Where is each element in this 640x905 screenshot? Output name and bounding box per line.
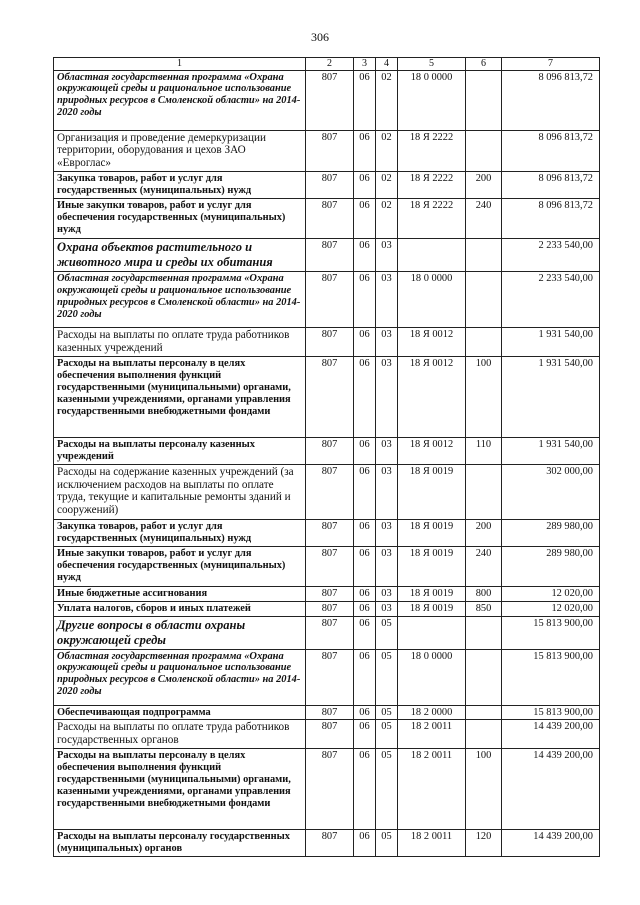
description-cell: Областная государственная программа «Охрана окружающей среды и рациональное использование природных ресурсов в Смоленской области» на 2014-2020 годы — [54, 649, 306, 705]
admin-code-cell: 807 — [306, 705, 354, 720]
target-article-cell: 18 Я 0019 — [398, 546, 466, 586]
target-article-cell: 18 Я 0012 — [398, 328, 466, 357]
description-cell: Организация и проведение демеркуризации территории, оборудования и цехов ЗАО «Евроглас» — [54, 130, 306, 172]
column-header: 4 — [376, 58, 398, 71]
admin-code-cell: 807 — [306, 519, 354, 546]
table-row — [54, 519, 600, 546]
subsection-cell: 05 — [376, 749, 398, 830]
amount-cell: 289 980,00 — [502, 546, 600, 586]
amount-cell: 1 931 540,00 — [502, 328, 600, 357]
description-cell: Охрана объектов растительного и животного мира и среды их обитания — [54, 239, 306, 272]
admin-code-cell: 807 — [306, 649, 354, 705]
section-cell: 06 — [354, 830, 376, 857]
description-cell: Расходы на выплаты персоналу в целях обеспечения выполнения функций государственными (муниципальными) органами, казенными учреждениями, органами управления государственными внебюджетными фондами — [54, 749, 306, 830]
section-cell: 06 — [354, 601, 376, 616]
subsection-cell: 03 — [376, 464, 398, 519]
amount-cell: 14 439 200,00 — [502, 830, 600, 857]
amount-cell: 8 096 813,72 — [502, 172, 600, 199]
target-article-cell: 18 Я 2222 — [398, 172, 466, 199]
subsection-cell: 03 — [376, 356, 398, 437]
expense-type-cell: 240 — [466, 546, 502, 586]
table-row — [54, 830, 600, 857]
budget-table — [53, 57, 600, 857]
amount-cell: 8 096 813,72 — [502, 199, 600, 239]
target-article-cell: 18 Я 0012 — [398, 437, 466, 464]
description-cell: Областная государственная программа «Охрана окружающей среды и рациональное использование природных ресурсов в Смоленской области» на 2014-2020 годы — [54, 70, 306, 130]
admin-code-cell: 807 — [306, 601, 354, 616]
amount-cell: 14 439 200,00 — [502, 749, 600, 830]
table-row — [54, 199, 600, 239]
section-cell: 06 — [354, 328, 376, 357]
amount-cell: 289 980,00 — [502, 519, 600, 546]
description-cell: Расходы на выплаты персоналу государственных (муниципальных) органов — [54, 830, 306, 857]
section-cell: 06 — [354, 546, 376, 586]
admin-code-cell: 807 — [306, 328, 354, 357]
description-cell: Расходы на выплаты персоналу казенных учреждений — [54, 437, 306, 464]
table-row — [54, 356, 600, 437]
target-article-cell: 18 2 0011 — [398, 720, 466, 749]
amount-cell: 302 000,00 — [502, 464, 600, 519]
expense-type-cell — [466, 130, 502, 172]
table-row — [54, 70, 600, 130]
target-article-cell: 18 Я 0019 — [398, 586, 466, 601]
expense-type-cell — [466, 464, 502, 519]
table-row — [54, 464, 600, 519]
table-row — [54, 616, 600, 649]
section-cell: 06 — [354, 239, 376, 272]
target-article-cell: 18 2 0000 — [398, 705, 466, 720]
subsection-cell: 03 — [376, 519, 398, 546]
expense-type-cell — [466, 70, 502, 130]
column-header: 7 — [502, 58, 600, 71]
amount-cell: 14 439 200,00 — [502, 720, 600, 749]
section-cell: 06 — [354, 464, 376, 519]
admin-code-cell: 807 — [306, 356, 354, 437]
expense-type-cell: 110 — [466, 437, 502, 464]
table-row — [54, 546, 600, 586]
subsection-cell: 02 — [376, 70, 398, 130]
target-article-cell: 18 Я 2222 — [398, 130, 466, 172]
admin-code-cell: 807 — [306, 546, 354, 586]
column-header: 2 — [306, 58, 354, 71]
description-cell: Иные закупки товаров, работ и услуг для обеспечения государственных (муниципальных) нужд — [54, 199, 306, 239]
table-row — [54, 649, 600, 705]
target-article-cell: 18 0 0000 — [398, 649, 466, 705]
section-cell: 06 — [354, 356, 376, 437]
description-cell: Иные закупки товаров, работ и услуг для обеспечения государственных (муниципальных) нужд — [54, 546, 306, 586]
subsection-cell: 05 — [376, 705, 398, 720]
target-article-cell: 18 Я 2222 — [398, 199, 466, 239]
description-cell: Расходы на выплаты по оплате труда работников казенных учреждений — [54, 328, 306, 357]
amount-cell: 12 020,00 — [502, 586, 600, 601]
table-row — [54, 172, 600, 199]
column-header: 1 — [54, 58, 306, 71]
expense-type-cell: 850 — [466, 601, 502, 616]
section-cell: 06 — [354, 586, 376, 601]
description-cell: Иные бюджетные ассигнования — [54, 586, 306, 601]
description-cell: Областная государственная программа «Охрана окружающей среды и рациональное использование природных ресурсов в Смоленской области» на 2014-2020 годы — [54, 272, 306, 328]
amount-cell: 1 931 540,00 — [502, 437, 600, 464]
subsection-cell: 03 — [376, 328, 398, 357]
target-article-cell — [398, 616, 466, 649]
amount-cell: 8 096 813,72 — [502, 130, 600, 172]
target-article-cell: 18 Я 0019 — [398, 519, 466, 546]
subsection-cell: 02 — [376, 130, 398, 172]
admin-code-cell: 807 — [306, 172, 354, 199]
description-cell: Расходы на выплаты персоналу в целях обеспечения выполнения функций государственными (муниципальными) органами, казенными учреждениями, органами управления государственными внебюджетными фондами — [54, 356, 306, 437]
table-row — [54, 586, 600, 601]
admin-code-cell: 807 — [306, 437, 354, 464]
section-cell: 06 — [354, 437, 376, 464]
target-article-cell: 18 2 0011 — [398, 830, 466, 857]
target-article-cell: 18 0 0000 — [398, 70, 466, 130]
expense-type-cell: 800 — [466, 586, 502, 601]
subsection-cell: 05 — [376, 720, 398, 749]
section-cell: 06 — [354, 199, 376, 239]
amount-cell: 15 813 900,00 — [502, 616, 600, 649]
subsection-cell: 02 — [376, 199, 398, 239]
section-cell: 06 — [354, 649, 376, 705]
section-cell: 06 — [354, 705, 376, 720]
expense-type-cell — [466, 616, 502, 649]
expense-type-cell: 120 — [466, 830, 502, 857]
admin-code-cell: 807 — [306, 272, 354, 328]
expense-type-cell: 200 — [466, 172, 502, 199]
amount-cell: 2 233 540,00 — [502, 272, 600, 328]
column-header: 5 — [398, 58, 466, 71]
subsection-cell: 05 — [376, 616, 398, 649]
subsection-cell: 03 — [376, 437, 398, 464]
expense-type-cell — [466, 705, 502, 720]
table-row — [54, 705, 600, 720]
target-article-cell: 18 Я 0012 — [398, 356, 466, 437]
expense-type-cell: 200 — [466, 519, 502, 546]
subsection-cell: 03 — [376, 601, 398, 616]
subsection-cell: 03 — [376, 239, 398, 272]
page-number: 306 — [311, 30, 329, 44]
expense-type-cell: 240 — [466, 199, 502, 239]
section-cell: 06 — [354, 70, 376, 130]
section-cell: 06 — [354, 519, 376, 546]
target-article-cell: 18 0 0000 — [398, 272, 466, 328]
section-cell: 06 — [354, 272, 376, 328]
admin-code-cell: 807 — [306, 720, 354, 749]
description-cell: Обеспечивающая подпрограмма — [54, 705, 306, 720]
admin-code-cell: 807 — [306, 70, 354, 130]
admin-code-cell: 807 — [306, 586, 354, 601]
admin-code-cell: 807 — [306, 239, 354, 272]
expense-type-cell — [466, 328, 502, 357]
section-cell: 06 — [354, 172, 376, 199]
target-article-cell: 18 Я 0019 — [398, 601, 466, 616]
amount-cell: 15 813 900,00 — [502, 705, 600, 720]
subsection-cell: 05 — [376, 649, 398, 705]
admin-code-cell: 807 — [306, 749, 354, 830]
table-row — [54, 328, 600, 357]
column-header: 6 — [466, 58, 502, 71]
expense-type-cell — [466, 649, 502, 705]
expense-type-cell — [466, 720, 502, 749]
subsection-cell: 03 — [376, 546, 398, 586]
table-row — [54, 239, 600, 272]
subsection-cell: 03 — [376, 272, 398, 328]
expense-type-cell: 100 — [466, 356, 502, 437]
expense-type-cell — [466, 272, 502, 328]
admin-code-cell: 807 — [306, 464, 354, 519]
admin-code-cell: 807 — [306, 830, 354, 857]
target-article-cell: 18 Я 0019 — [398, 464, 466, 519]
description-cell: Уплата налогов, сборов и иных платежей — [54, 601, 306, 616]
description-cell: Расходы на содержание казенных учреждений (за исключением расходов на выплаты по оплате труда, текущие и капитальные ремонты зданий и сооружений) — [54, 464, 306, 519]
amount-cell: 8 096 813,72 — [502, 70, 600, 130]
description-cell: Закупка товаров, работ и услуг для государственных (муниципальных) нужд — [54, 172, 306, 199]
description-cell: Закупка товаров, работ и услуг для государственных (муниципальных) нужд — [54, 519, 306, 546]
expense-type-cell — [466, 239, 502, 272]
admin-code-cell: 807 — [306, 199, 354, 239]
section-cell: 06 — [354, 616, 376, 649]
amount-cell: 2 233 540,00 — [502, 239, 600, 272]
section-cell: 06 — [354, 749, 376, 830]
description-cell: Расходы на выплаты по оплате труда работников государственных органов — [54, 720, 306, 749]
amount-cell: 1 931 540,00 — [502, 356, 600, 437]
description-cell: Другие вопросы в области охраны окружающей среды — [54, 616, 306, 649]
table-row — [54, 437, 600, 464]
table-row — [54, 720, 600, 749]
amount-cell: 15 813 900,00 — [502, 649, 600, 705]
table-row — [54, 601, 600, 616]
target-article-cell — [398, 239, 466, 272]
table-header-row — [54, 58, 600, 71]
table-row — [54, 749, 600, 830]
table-row — [54, 130, 600, 172]
column-header: 3 — [354, 58, 376, 71]
subsection-cell: 03 — [376, 586, 398, 601]
section-cell: 06 — [354, 130, 376, 172]
subsection-cell: 02 — [376, 172, 398, 199]
admin-code-cell: 807 — [306, 616, 354, 649]
amount-cell: 12 020,00 — [502, 601, 600, 616]
target-article-cell: 18 2 0011 — [398, 749, 466, 830]
table-row — [54, 272, 600, 328]
subsection-cell: 05 — [376, 830, 398, 857]
admin-code-cell: 807 — [306, 130, 354, 172]
section-cell: 06 — [354, 720, 376, 749]
expense-type-cell: 100 — [466, 749, 502, 830]
